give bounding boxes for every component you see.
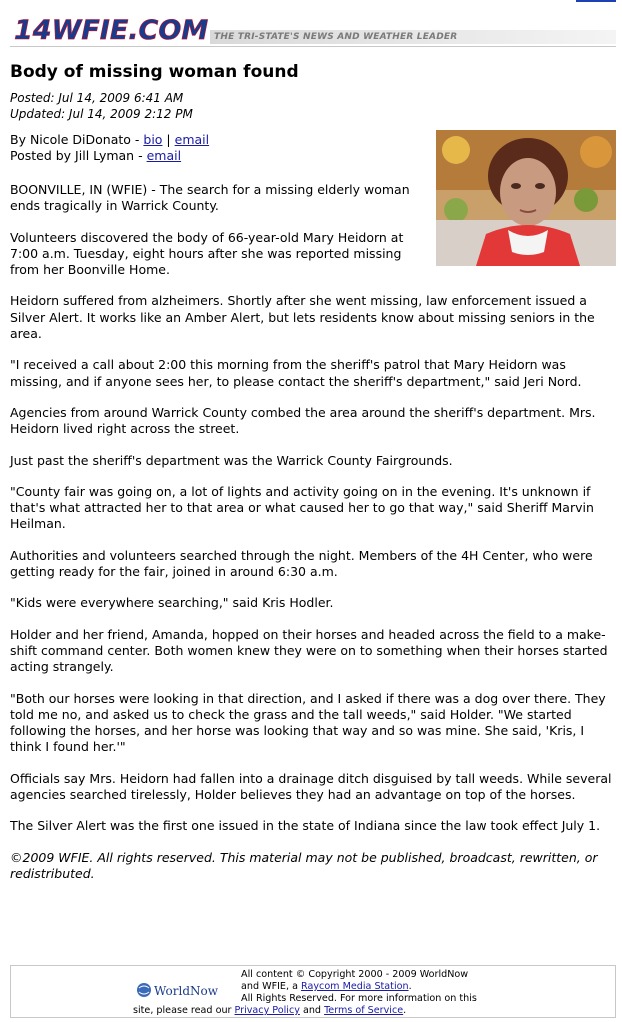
paragraph: Heidorn suffered from alzheimers. Shortly after she went missing, law enforcement issued a Silver Alert. It works like an Amber Alert, but lets residents know about missing seniors in the area. <box>10 293 595 342</box>
paragraph: Officials say Mrs. Heidorn had fallen into a drainage ditch disguised by tall weeds. While several agencies searched tirelessly, Holder believes they had an advantage on top of the horses. <box>10 770 612 803</box>
paragraph: "County fair was going on, a lot of lights and activity going on in the evening. It's unknown if that's what attracted her to that area or what caused her to go that way," said Sheriff Marvin Heilman. <box>10 483 594 532</box>
paragraph: "Both our horses were looking in that direction, and I asked if there was a dog over there. They told me no, and asked us to check the grass and the tall weeds," said Holder. "We started following the horses, and her horse was looking that way and so was mine. She said, 'Kris, I think I found her.'" <box>10 690 606 755</box>
article <box>10 60 616 897</box>
byline-separator: | <box>162 132 175 147</box>
paragraph: Volunteers discovered the body of 66-year-old Mary Heidorn at 7:00 a.m. Tuesday, eight hours after she was reported missing from her Boonville Home. <box>10 229 404 278</box>
footer-text-fragment: site, please read our <box>133 1005 235 1016</box>
site-header <box>10 10 616 47</box>
article-title: Body of missing woman found <box>10 62 299 82</box>
bio-link[interactable]: bio <box>143 132 163 147</box>
raycom-link[interactable]: Raycom Media Station <box>301 981 409 992</box>
article-body <box>10 182 616 882</box>
site-tagline: THE TRI-STATE'S NEWS AND WEATHER LEADER <box>210 30 616 44</box>
paragraph: BOONVILLE, IN (WFIE) - The search for a missing elderly woman ends tragically in Warrick County. <box>10 182 410 214</box>
copyright-notice: ©2009 WFIE. All rights reserved. This material may not be published, broadcast, rewritten, or redistributed. <box>10 849 598 881</box>
posted-by-prefix: Posted by Jill Lyman - <box>10 148 147 163</box>
paragraph: "I received a call about 2:00 this morning from the sheriff's patrol that Mary Heidorn was missing, and if anyone sees her, to please contact the sheriff's department," said Jeri Nord. <box>10 357 582 389</box>
footer-text-fragment: and <box>299 1005 325 1016</box>
privacy-policy-link[interactable]: Privacy Policy <box>234 1005 300 1016</box>
paragraph: The Silver Alert was the first one issued in the state of Indiana since the law took effect July 1. <box>10 818 601 834</box>
top-right-link[interactable] <box>576 0 616 2</box>
globe-icon <box>137 983 151 997</box>
updated-date: Updated: Jul 14, 2009 2:12 PM <box>10 107 193 121</box>
paragraph: Agencies from around Warrick County combed the area around the sheriff's department. Mrs. Heidorn lived right across the street. <box>10 404 596 437</box>
worldnow-logo-text: WorldNow <box>154 984 218 998</box>
terms-of-service-link[interactable]: Terms of Service <box>324 1005 404 1016</box>
footer-line <box>241 981 521 993</box>
paragraph: Holder and her friend, Amanda, hopped on their horses and headed across the field to a make-shift command center. Both women knew they were on to something when their horses started acting strangely. <box>10 626 608 675</box>
footer-text <box>241 969 521 1005</box>
logo-text: 14WFIE.COM <box>14 15 208 44</box>
footer-line: All content © Copyright 2000 - 2009 WorldNow <box>241 969 469 980</box>
article-dates <box>10 90 616 122</box>
author-prefix: By Nicole DiDonato - <box>10 132 144 147</box>
posted-by-email-link[interactable]: email <box>146 148 182 163</box>
paragraph: Just past the sheriff's department was the Warrick County Fairgrounds. <box>10 452 453 468</box>
wfie-logo[interactable] <box>12 12 208 44</box>
author-email-link[interactable]: email <box>174 132 210 147</box>
worldnow-logo[interactable] <box>135 979 235 1001</box>
posted-date: Posted: Jul 14, 2009 6:41 AM <box>10 91 184 105</box>
footer-line <box>133 1005 553 1017</box>
site-footer <box>10 965 616 1018</box>
paragraph: Authorities and volunteers searched through the night. Members of the 4H Center, who were getting ready for the fair, joined in around 6:30 a.m. <box>10 547 593 580</box>
footer-text-fragment: and WFIE, a <box>241 981 302 992</box>
footer-text-fragment: . <box>403 1005 407 1016</box>
article-photo <box>436 130 616 266</box>
footer-line: All Rights Reserved. For more information on this <box>241 993 477 1004</box>
paragraph: "Kids were everywhere searching," said Kris Hodler. <box>10 595 334 611</box>
footer-text-fragment: . <box>408 981 412 992</box>
